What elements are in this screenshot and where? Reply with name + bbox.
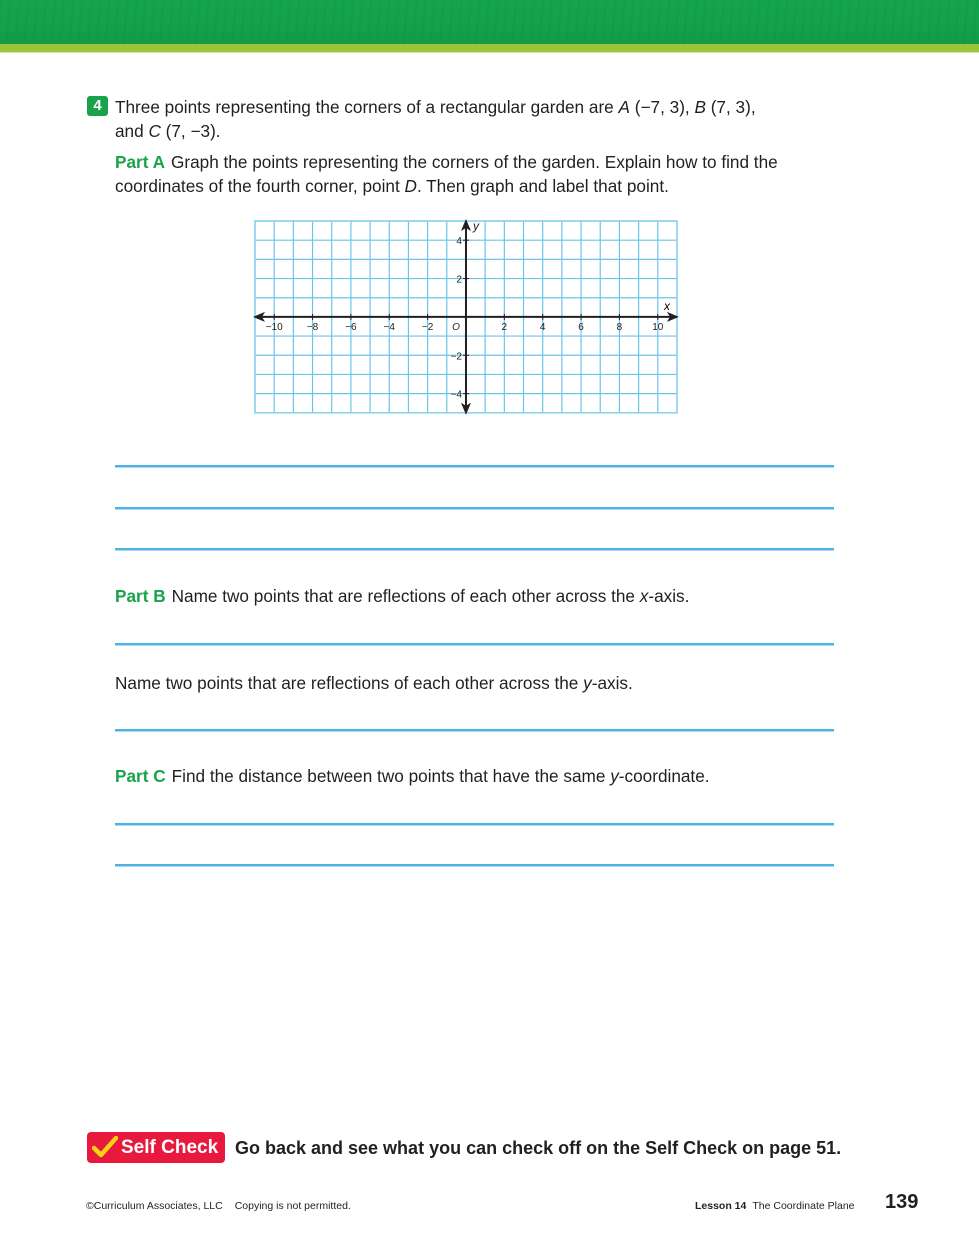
point-d-label: D [404, 176, 417, 196]
svg-text:6: 6 [578, 321, 584, 333]
part-a-label: Part A [115, 152, 165, 172]
point-b-coords: (7, 3), [705, 97, 756, 117]
part-a-prompt-line2 [115, 174, 669, 198]
header-stripe-edge [0, 52, 979, 53]
header-stripe [0, 44, 979, 52]
part-b-answer-line-1[interactable] [115, 643, 834, 645]
part-a-text: Graph the points representing the corners of the garden. Explain how to find the [170, 152, 778, 172]
part-c-label: Part C [115, 766, 166, 786]
svg-text:−6: −6 [345, 321, 357, 333]
tick-labels [266, 219, 671, 401]
x-variable: x [639, 586, 649, 606]
svg-text:2: 2 [456, 274, 462, 286]
coordinate-plane[interactable] [250, 214, 690, 419]
y-variable: y [583, 673, 592, 693]
self-check-message: Go back and see what you can check off on the Self Check on page 51. [235, 1138, 842, 1158]
point-a-coords: (−7, 3), [629, 97, 695, 117]
part-c-answer-line-1[interactable] [115, 823, 834, 825]
svg-text:−8: −8 [306, 321, 319, 333]
copyright-text: ©Curriculum Associates, LLC [86, 1200, 223, 1212]
svg-text:2: 2 [501, 321, 508, 333]
svg-text:−10: −10 [265, 321, 283, 333]
footer-copyright [86, 1200, 351, 1212]
part-a-answer-line-3[interactable] [115, 548, 834, 550]
point-a-label: A [618, 97, 630, 117]
svg-text:−4: −4 [450, 389, 462, 401]
axes [253, 219, 679, 415]
part-a-answer-line-1[interactable] [115, 465, 834, 467]
point-c-coords: (7, −3). [160, 121, 221, 141]
y-variable: y [610, 766, 619, 786]
part-a-text: . Then graph and label that point. [416, 176, 669, 196]
svg-text:−2: −2 [450, 351, 462, 363]
page-number: 139 [885, 1191, 919, 1213]
part-b-text: Name two points that are reflections of each other across the [115, 673, 584, 693]
part-b-text: Name two points that are reflections of each other across the [171, 586, 640, 606]
part-b-text: -axis. [648, 586, 690, 606]
part-a-prompt-line1 [115, 150, 778, 174]
part-b-label: Part B [115, 586, 166, 606]
problem-intro-line2 [115, 119, 221, 143]
part-b-prompt-2 [115, 671, 633, 695]
part-c-text: Find the distance between two points that have the same [171, 766, 611, 786]
self-check-label: Self Check [121, 1137, 219, 1158]
svg-text:10: 10 [652, 321, 664, 333]
intro-text: Three points representing the corners of a rectangular garden are [115, 97, 619, 117]
svg-text:−4: −4 [383, 321, 395, 333]
svg-text:O: O [452, 321, 460, 333]
part-c-prompt [115, 764, 710, 788]
svg-text:4: 4 [456, 236, 462, 248]
lesson-title: The Coordinate Plane [752, 1200, 855, 1212]
copy-notice: Copying is not permitted. [234, 1200, 351, 1212]
svg-text:4: 4 [539, 321, 546, 333]
svg-text:x: x [663, 298, 670, 313]
checkmark-icon [92, 1136, 118, 1158]
intro-text: and [115, 121, 149, 141]
part-b-text: -axis. [591, 673, 633, 693]
footer-lesson [695, 1200, 855, 1212]
point-b-label: B [694, 97, 706, 117]
part-b-answer-line-2[interactable] [115, 729, 834, 731]
part-c-text: -coordinate. [618, 766, 710, 786]
svg-text:8: 8 [616, 321, 623, 333]
part-a-answer-line-2[interactable] [115, 507, 834, 509]
svg-text:−2: −2 [421, 321, 434, 333]
lesson-number: Lesson 14 [695, 1200, 747, 1212]
part-b-prompt [115, 584, 689, 608]
svg-text:y: y [472, 219, 479, 233]
part-a-text: coordinates of the fourth corner, point [115, 176, 405, 196]
problem-intro-line1 [115, 95, 756, 119]
header-banner [0, 0, 979, 44]
problem-number-badge: 4 [87, 96, 108, 116]
point-c-label: C [148, 121, 161, 141]
self-check-badge [87, 1132, 225, 1163]
part-c-answer-line-2[interactable] [115, 864, 834, 866]
